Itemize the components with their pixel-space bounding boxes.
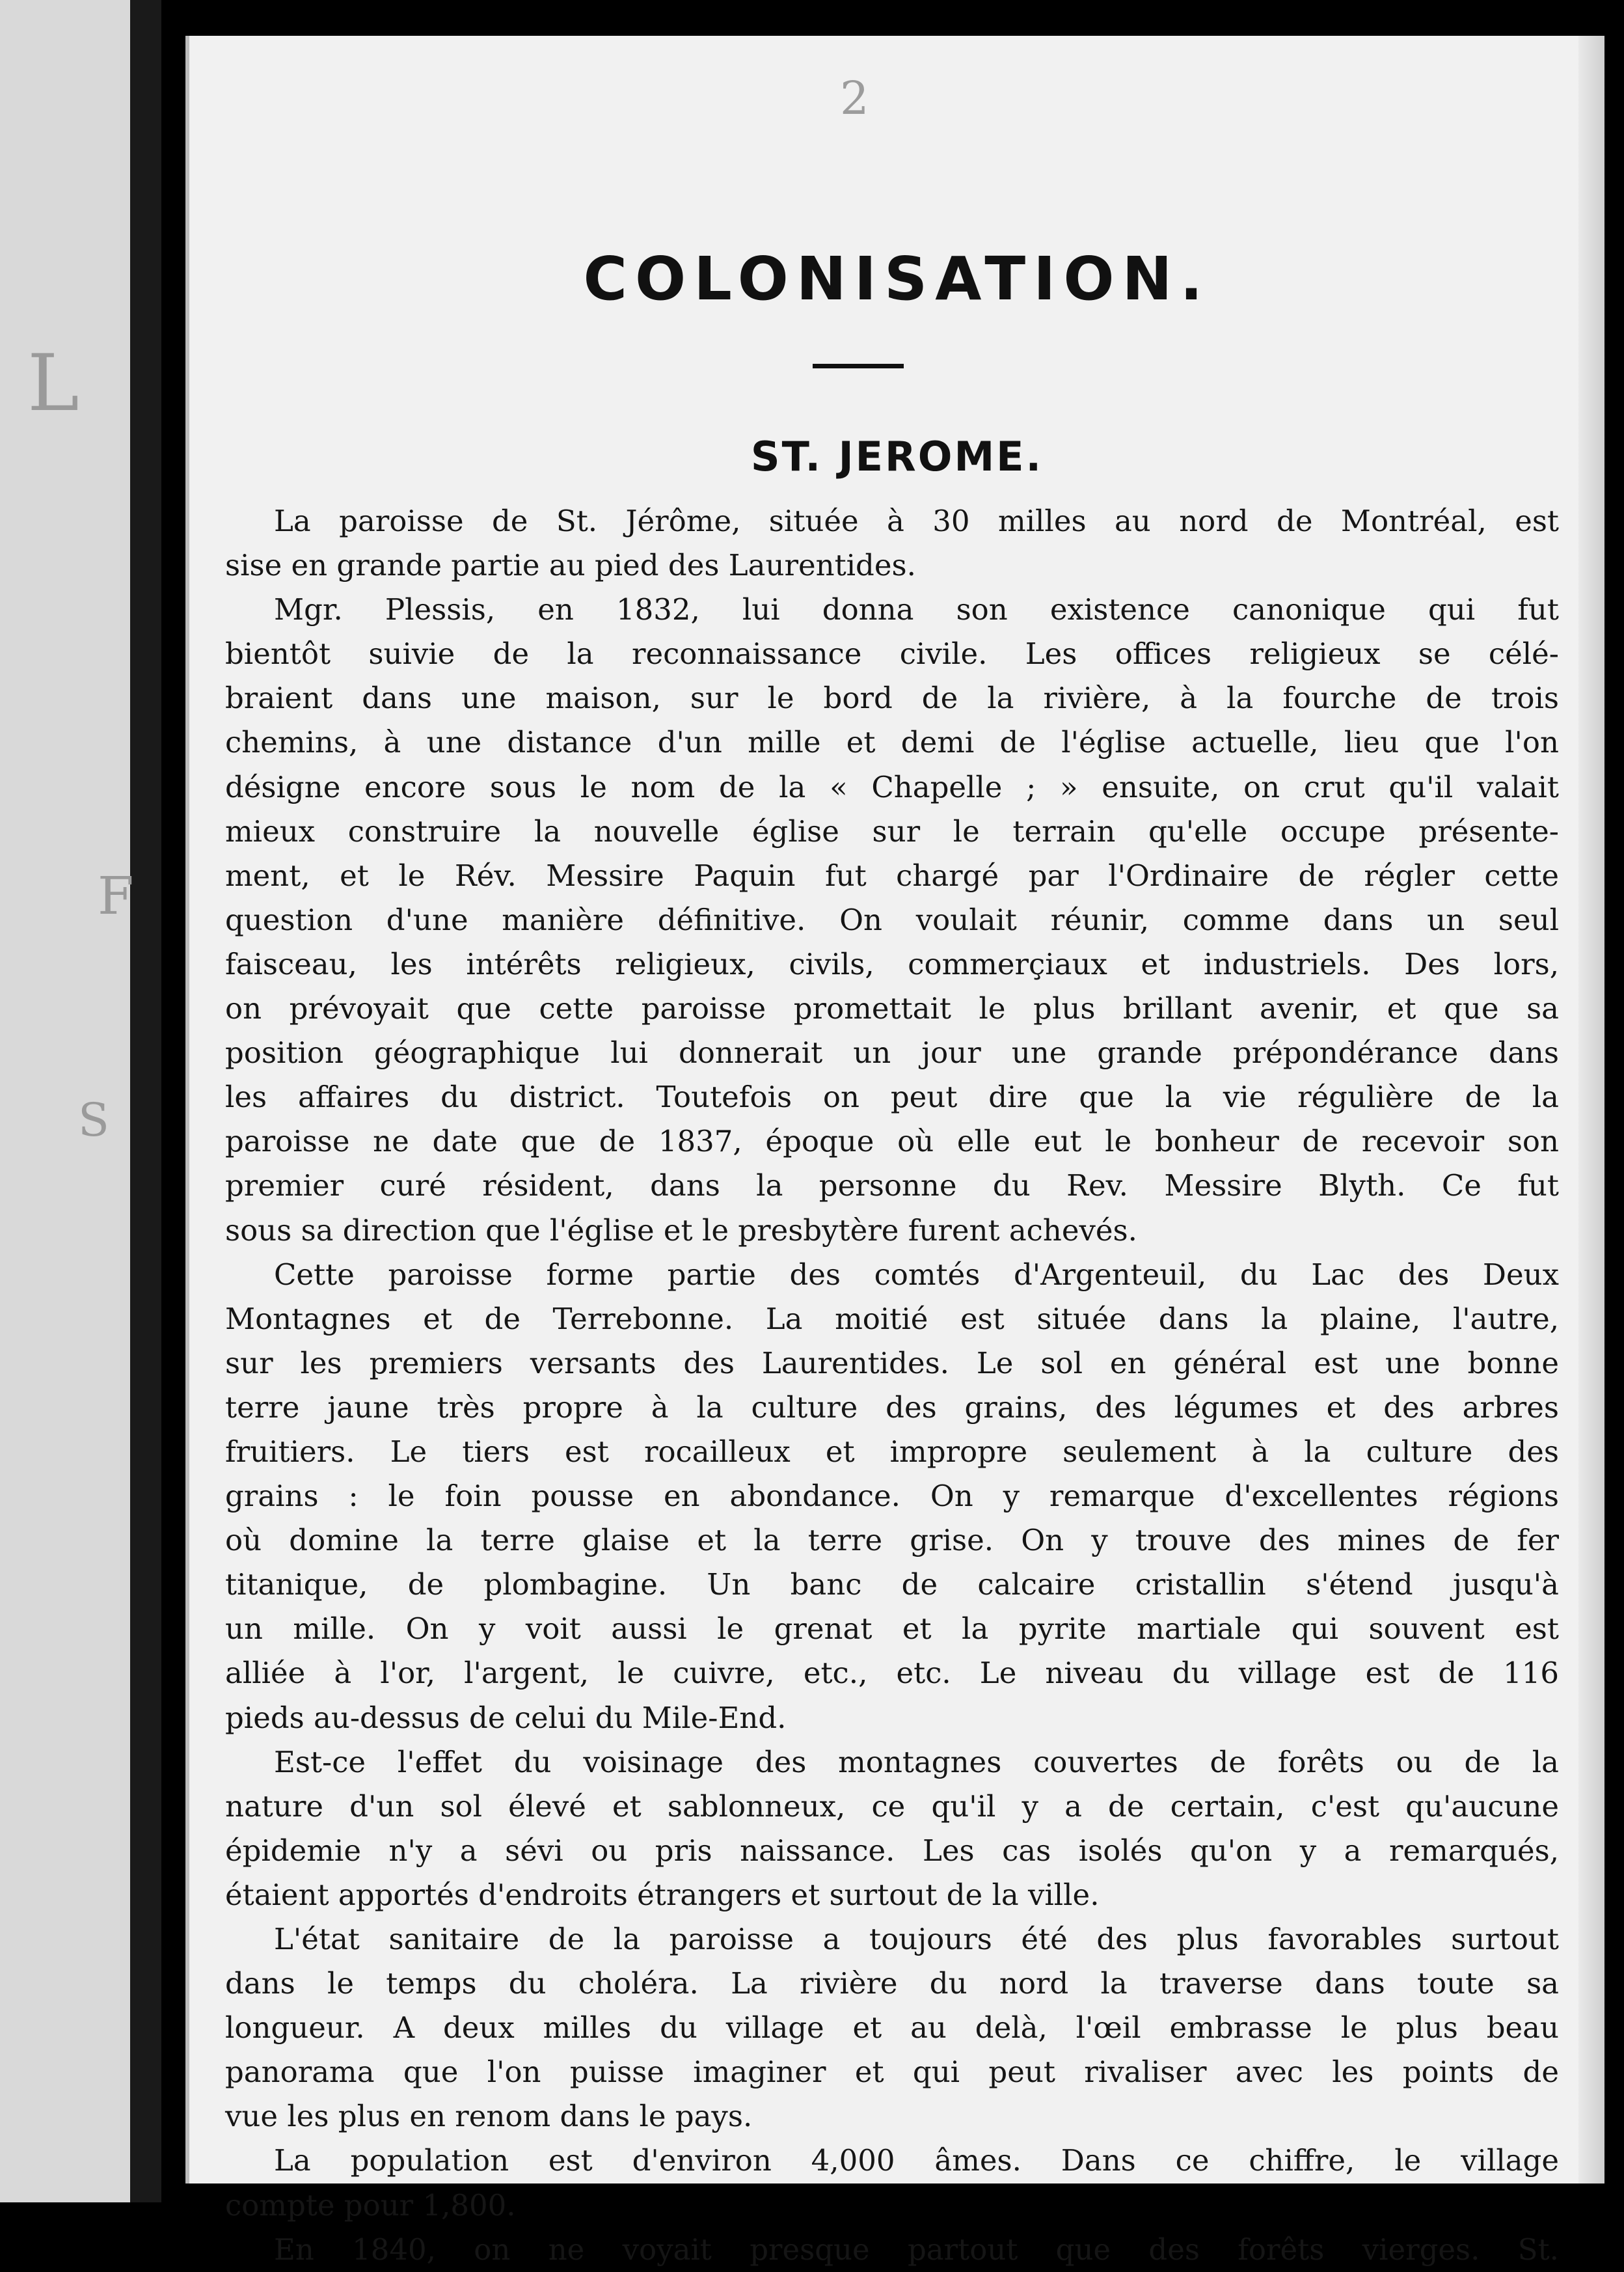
text-line: longueur. A deux milles du village et au delà, l'œil embrasse le plus beau: [225, 2010, 1559, 2046]
text-line: Mgr. Plessis, en 1832, lui donna son existence canonique qui fut: [274, 592, 1559, 627]
page-edge: [1578, 36, 1604, 2183]
text-line: dans le temps du choléra. La rivière du nord la traverse dans toute sa: [225, 1966, 1559, 2001]
text-line: sise en grande partie au pied des Laurentides.: [225, 548, 916, 583]
text-line: un mille. On y voit aussi le grenat et la pyrite martiale qui souvent est: [225, 1611, 1559, 1647]
binding-shadow: [130, 0, 161, 2202]
title-rule: [813, 364, 904, 368]
text-line: terre jaune très propre à la culture des grains, des légumes et des arbres: [225, 1389, 1559, 1425]
text-line: La paroisse de St. Jérôme, située à 30 milles au nord de Montréal, est: [274, 504, 1559, 538]
text-line: faisceau, les intérêts religieux, civils, commerçiaux et industriels. Des lors,: [225, 946, 1559, 981]
text-line: alliée à l'or, l'argent, le cuivre, etc., etc. Le niveau du village est de 116: [225, 1656, 1559, 1691]
text-line: compte pour 1,800.: [225, 2187, 516, 2223]
text-line: question d'une manière définitive. On voulait réunir, comme dans un seul: [225, 902, 1559, 937]
body-text: [225, 499, 1559, 2272]
text-line: En 1840, on ne voyait presque partout que des forêts vierges. St.: [274, 2232, 1559, 2267]
text-line: les affaires du district. Toutefois on peut dire que la vie régulière de la: [225, 1080, 1559, 1115]
adjacent-page-letter: F: [98, 866, 134, 926]
document-page: [185, 36, 1604, 2267]
text-line: panorama que l'on puisse imaginer et qui peut rivaliser avec les points de: [225, 2055, 1559, 2090]
text-line: braient dans une maison, sur le bord de la rivière, à la fourche de trois: [225, 681, 1559, 716]
text-line: Cette paroisse forme partie des comtés d'Argenteuil, du Lac des Deux: [274, 1257, 1559, 1292]
text-line: vue les plus en renom dans le pays.: [225, 2099, 753, 2134]
text-line: désigne encore sous le nom de la « Chapelle ; » ensuite, on crut qu'il valait: [225, 769, 1559, 804]
document-title: COLONISATION.: [583, 244, 1211, 314]
text-line: grains : le foin pousse en abondance. On y remarque d'excellentes régions: [225, 1479, 1559, 1514]
text-line: chemins, à une distance d'un mille et demi de l'église actuelle, lieu que l'on: [225, 725, 1559, 760]
text-line: paroisse ne date que de 1837, époque où elle eut le bonheur de recevoir son: [225, 1124, 1559, 1159]
text-line: nature d'un sol élevé et sablonneux, ce qu'il y a de certain, c'est qu'aucune: [225, 1788, 1559, 1824]
text-line: épidemie n'y a sévi ou pris naissance. Les cas isolés qu'on y a remarqués,: [225, 1833, 1559, 1868]
page-number: 2: [840, 72, 869, 125]
text-line: où domine la terre glaise et la terre grise. On y trouve des mines de fer: [225, 1523, 1559, 1558]
text-line: La population est d'environ 4,000 âmes. Dans ce chiffre, le village: [274, 2143, 1559, 2178]
text-line: pieds au-dessus de celui du Mile-End.: [225, 1700, 787, 1735]
text-line: mieux construire la nouvelle église sur le terrain qu'elle occupe présente-: [225, 814, 1559, 849]
text-line: fruitiers. Le tiers est rocailleux et impropre seulement à la culture des: [225, 1434, 1559, 1469]
text-line: titanique, de plombagine. Un banc de calcaire cristallin s'étend jusqu'à: [225, 1567, 1559, 1602]
text-line: bientôt suivie de la reconnaissance civile. Les offices religieux se célé-: [225, 636, 1559, 672]
adjacent-page-letter: L: [27, 338, 79, 429]
text-line: sous sa direction que l'église et le presbytère furent achevés.: [225, 1212, 1137, 1248]
section-heading: ST. JEROME.: [750, 433, 1044, 480]
text-line: Est-ce l'effet du voisinage des montagnes couvertes de forêts ou de la: [274, 1744, 1559, 1779]
text-line: ment, et le Rév. Messire Paquin fut chargé par l'Ordinaire de régler cette: [225, 858, 1559, 893]
text-line: position géographique lui donnerait un jour une grande prépondérance dans: [225, 1035, 1559, 1071]
text-line: Montagnes et de Terrebonne. La moitié est située dans la plaine, l'autre,: [225, 1301, 1559, 1336]
adjacent-page-letter: S: [78, 1093, 109, 1147]
text-line: on prévoyait que cette paroisse promettait le plus brillant avenir, et que sa: [225, 991, 1559, 1026]
text-line: premier curé résident, dans la personne du Rev. Messire Blyth. Ce fut: [225, 1168, 1559, 1203]
text-line: sur les premiers versants des Laurentides. Le sol en général est une bonne: [225, 1345, 1559, 1380]
text-line: étaient apportés d'endroits étrangers et surtout de la ville.: [225, 1877, 1100, 1912]
adjacent-page-strip: [0, 0, 161, 2202]
text-line: L'état sanitaire de la paroisse a toujours été des plus favorables surtout: [274, 1922, 1559, 1956]
